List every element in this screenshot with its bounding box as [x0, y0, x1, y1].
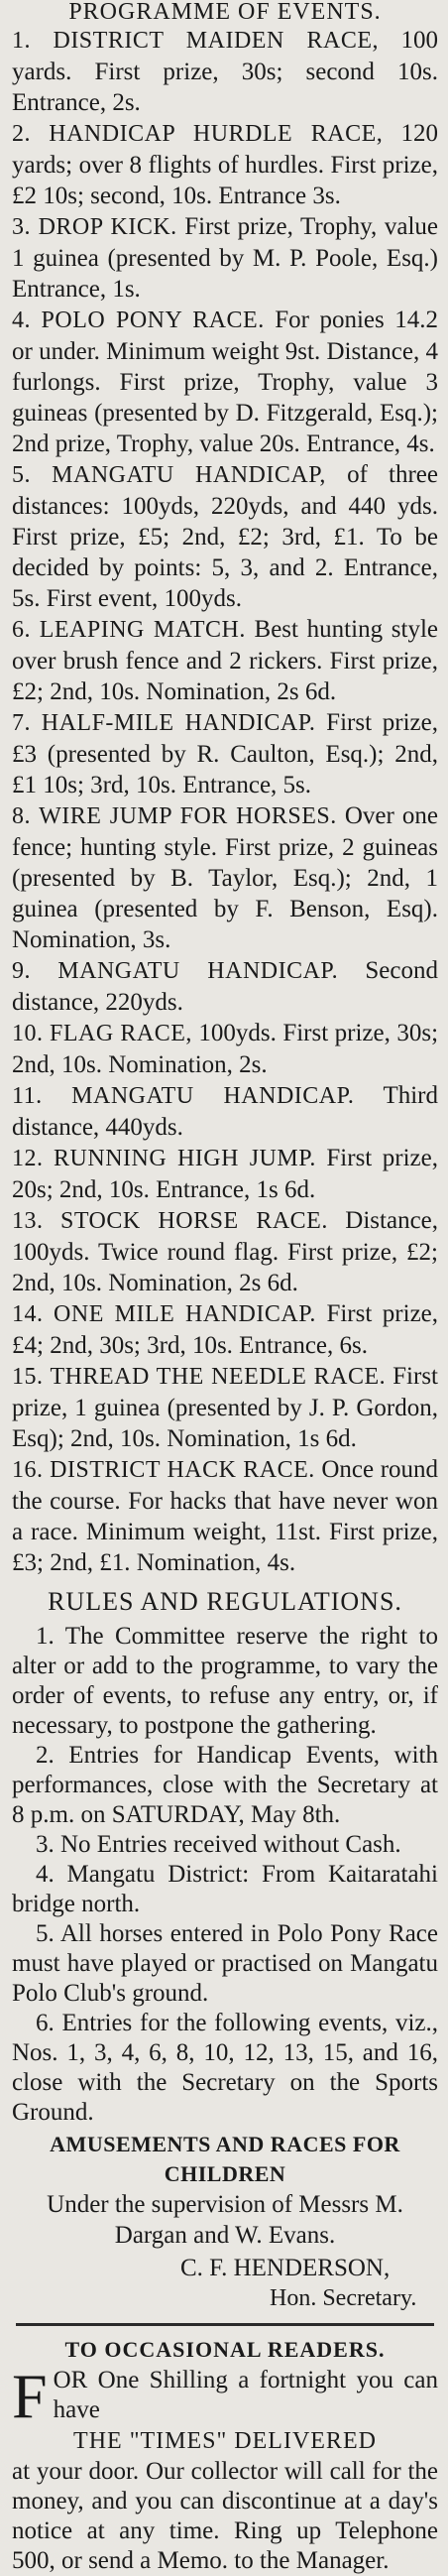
events-list: [12, 25, 438, 1578]
event-title: MANGATU HANDICAP.: [57, 958, 339, 984]
event-text: Third distance, 440yds.: [12, 1082, 438, 1141]
event-item: [12, 1298, 438, 1361]
event-text: First prize, £4; 2nd, 30s; 3rd, 10s. Entrance, 6s.: [12, 1300, 439, 1359]
event-number: 6.: [12, 617, 31, 643]
rule-item: 3. No Entries received without Cash.: [36, 1831, 401, 1858]
signature-name: C. F. HENDERSON,: [180, 2255, 391, 2281]
rule-item: 4. Mangatu District: From Kaitaratahi bridge north.: [12, 1861, 438, 1917]
event-text: Second distance, 220yds.: [12, 957, 438, 1016]
notice-body: [12, 2361, 438, 2576]
event-title: WIRE JUMP FOR HORSES.: [39, 803, 337, 829]
event-number: 15.: [12, 1364, 44, 1390]
rule-item: 2. Entries for Handicap Events, with performances, close with the Secretary at 8 p.m. on SATURDAY, May 8th.: [12, 1742, 438, 1828]
event-text: 100yds. First prize, 30s; 2nd, 10s. Nomination, 2s.: [12, 1020, 439, 1078]
event-text: First prize, 20s; 2nd, 10s. Entrance, 1s 6d.: [12, 1145, 438, 1203]
section-divider: [16, 2323, 434, 2326]
event-title: THREAD THE NEEDLE RACE.: [50, 1364, 387, 1390]
event-item: [12, 459, 438, 614]
event-text: Distance, 100yds. Twice round flag. First prize, £2; 2nd, 10s. Nomination, 2s 6d.: [12, 1207, 439, 1296]
event-item: [12, 305, 438, 459]
event-item: [12, 1454, 438, 1578]
event-item: [12, 1361, 438, 1454]
event-number: 5.: [12, 462, 31, 488]
signature-role: Hon. Secretary.: [270, 2285, 417, 2311]
event-item: [12, 1080, 438, 1143]
event-number: 11.: [12, 1083, 43, 1109]
drop-cap-letter: F: [12, 2361, 48, 2431]
rule-item: 6. Entries for the following events, viz., Nos. 1, 3, 4, 6, 8, 10, 12, 13, 15, and 16, close with the Secretary on the Sports Ground.: [12, 2010, 438, 2126]
event-text: For ponies 14.2 or under. Minimum weight 9st. Distance, 4 furlongs. First prize, Trophy, value 3 guineas (presented by D. Fitzgerald, Esq.); 2nd prize, Trophy, value 20s. Entrance, 4s.: [12, 307, 439, 457]
event-title: STOCK HORSE RACE.: [59, 1208, 328, 1234]
event-text: 120 yards; over 8 flights of hurdles. First prize, £2 10s; second, 10s. Entrance 3s.: [12, 120, 439, 209]
event-title: POLO PONY RACE.: [41, 307, 265, 333]
event-title: DISTRICT MAIDEN RACE,: [53, 28, 380, 54]
rules-heading: RULES AND REGULATIONS.: [48, 1587, 402, 1616]
event-number: 14.: [12, 1301, 44, 1327]
event-number: 7.: [12, 710, 31, 736]
event-text: Best hunting style over brush fence and 2 rickers. First prize, £2; 2nd, 10s. Nomination, 2s 6d.: [12, 616, 438, 705]
event-item: [12, 25, 438, 118]
event-number: 10.: [12, 1021, 44, 1046]
notice-headline: THE "TIMES" DELIVERED: [73, 2428, 377, 2454]
event-number: 16.: [12, 1457, 44, 1483]
event-number: 9.: [12, 958, 31, 984]
event-number: 1.: [12, 28, 31, 54]
event-title: DISTRICT HACK RACE.: [50, 1457, 315, 1483]
notice-first-line: OR One Shilling a fortnight you can have: [53, 2367, 438, 2423]
event-number: 8.: [12, 803, 31, 829]
event-text: Once round the course. For hacks that have never won a race. Minimum weight, 11st. First prize, £3; 2nd, £1. Nomination, 4s.: [12, 1456, 439, 1576]
event-item: [12, 1143, 438, 1205]
event-number: 13.: [12, 1208, 44, 1234]
event-title: HALF-MILE HANDICAP.: [41, 710, 316, 736]
notice-heading: TO OCCASIONAL READERS.: [64, 2337, 386, 2362]
rule-item: 5. All horses entered in Polo Pony Race must have played or practised on Mangatu Polo Club's ground.: [12, 1920, 438, 2007]
event-item: [12, 211, 438, 305]
event-text: First prize, £3 (presented by R. Caulton, Esq.); 2nd, £1 10s; 3rd, 10s. Entrance, 5s.: [12, 709, 438, 798]
event-title: FLAG RACE,: [49, 1021, 192, 1046]
event-title: ONE MILE HANDICAP.: [54, 1301, 316, 1327]
event-item: [12, 955, 438, 1018]
event-item: [12, 614, 438, 707]
event-text: 100 yards. First prize, 30s; second 10s. Entrance, 2s.: [12, 27, 438, 116]
event-text: First prize, 1 guinea (presented by J. P. Gordon, Esq); 2nd, 10s. Nomination, 1s 6d.: [12, 1363, 439, 1452]
rules-list: [12, 1622, 438, 2128]
event-number: 12.: [12, 1146, 44, 1171]
event-title: MANGATU HANDICAP,: [52, 462, 326, 488]
event-text: Over one fence; hunting style. First prize, 2 guineas (presented by B. Taylor, Esq.); 2nd, 1 guinea (presented by F. Benson, Esq). Nomination, 3s.: [12, 802, 439, 953]
event-item: [12, 1018, 438, 1080]
rule-item: 1. The Committee reserve the right to alter or add to the programme, to vary the order of events, to refuse any entry, or, if necessary, to postpone the gathering.: [12, 1623, 438, 1739]
event-number: 4.: [12, 307, 31, 333]
event-item: [12, 118, 438, 211]
event-title: MANGATU HANDICAP.: [71, 1083, 355, 1109]
event-item: [12, 1205, 438, 1298]
event-text: First prize, Trophy, value 1 guinea (presented by M. P. Poole, Esq.) Entrance, 1s.: [12, 213, 439, 303]
event-item: [12, 707, 438, 800]
event-title: HANDICAP HURDLE RACE,: [49, 121, 384, 147]
event-title: RUNNING HIGH JUMP.: [54, 1146, 316, 1171]
event-number: 2.: [12, 121, 31, 147]
event-item: [12, 800, 438, 955]
event-number: 3.: [12, 214, 31, 240]
event-title: LEAPING MATCH.: [39, 617, 246, 643]
amusements-heading: AMUSEMENTS AND RACES FOR CHILDREN: [50, 2132, 400, 2186]
programme-heading: PROGRAMME OF EVENTS.: [68, 0, 382, 25]
amusements-supervision: Under the supervision of Messrs M. Dargan and W. Evans.: [47, 2191, 403, 2249]
event-title: DROP KICK.: [38, 214, 177, 240]
event-text: of three distances: 100yds, 220yds, and 440 yds. First prize, £5; 2nd, £2; 3rd, £1. To be decided by points: 5, 3, and 2. Entrance, 5s. First event, 100yds.: [12, 461, 438, 612]
notice-text: at your door. Our collector will call for the money, and you can discontinue at a day's notice at any time. Ring up Telephone 500, or send a Memo. to the Manager.: [12, 2458, 438, 2574]
